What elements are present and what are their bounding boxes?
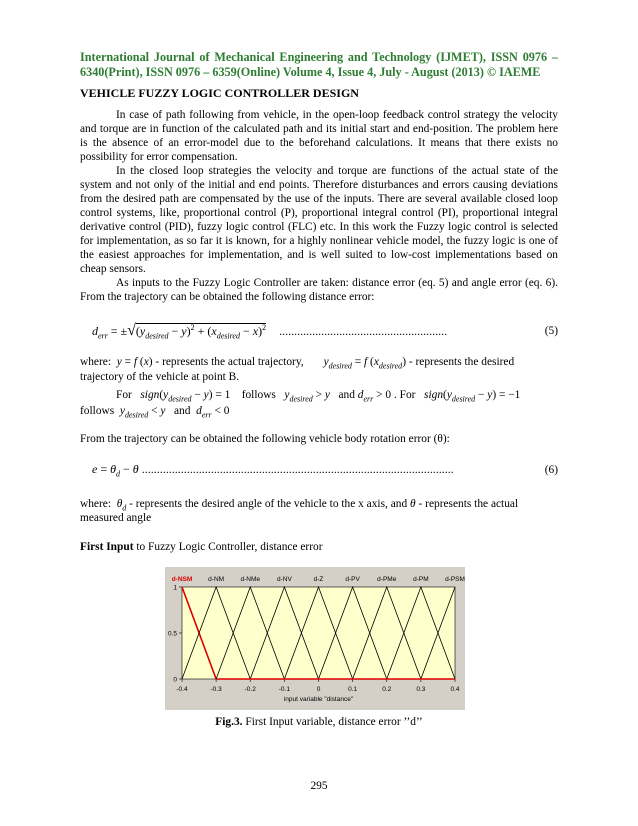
figure-caption-label: Fig.3. — [215, 716, 243, 728]
paragraph-open-loop: In case of path following from vehicle, in the open-loop feedback control strategy the velocity and torque are in function of the calculated path and its initial start and end-position. The problem here is the absence of an error-model due to the beforehand calculations. It means that there exists no possibility for error compensation. — [80, 109, 558, 163]
mf-label: d-NMe — [240, 576, 261, 583]
figure-caption — [0, 716, 638, 728]
first-input-bold: First Input — [80, 541, 134, 553]
equation-5-number: (5) — [544, 325, 558, 337]
journal-header: International Journal of Mechanical Engineering and Technology (IJMET), ISSN 0976 – 6340(Print), ISSN 0976 – 6359(Online) Volume 4, Issue 4, July - August (2013) © IAEME — [80, 50, 558, 79]
mf-label: d-Z — [313, 576, 324, 583]
x-axis-label: input variable "distance" — [283, 696, 354, 703]
where-line-2: where: $\theta_d$ - represents the desired angle of the vehicle to the x axis, and θ - represents the actual — [80, 498, 519, 513]
x-tick-label: 0.3 — [416, 686, 426, 693]
where-line-1: where: y = f (x) - represents the actual trajectory, $y_{desired} = f$ $(x_{desired})$ - represents the desired — [80, 356, 515, 371]
where-actual-trajectory: - represents the actual trajectory, — [155, 356, 304, 368]
section-title: VEHICLE FUZZY LOGIC CONTROLLER DESIGN — [80, 86, 359, 100]
x-tick-label: -0.1 — [278, 686, 290, 693]
mf-label: d-NV — [276, 576, 292, 583]
x-tick-label: 0.1 — [348, 686, 358, 693]
page-number: 295 — [310, 780, 328, 792]
x-tick-label: -0.2 — [244, 686, 256, 693]
sign-condition-line-2: follows $y_{desired} < y$ and $d_{err} < 0$ — [80, 405, 230, 420]
first-input-line — [80, 540, 558, 554]
y-tick-label: 0 — [173, 676, 177, 684]
where-line-1-cont: trajectory of the vehicle at point B. — [80, 371, 240, 383]
x-tick-label: -0.3 — [210, 686, 222, 693]
equation-6-number: (6) — [544, 464, 558, 476]
mf-label: d-PSM — [445, 576, 465, 583]
plot-area — [182, 587, 455, 679]
equation-6: $e = \theta_d - \theta$ ........................................................................................................ — [92, 462, 454, 479]
membership-function-chart — [165, 567, 465, 710]
equation-6-dots: ........................................................................................................ — [141, 462, 454, 476]
x-tick-label: 0.4 — [450, 686, 460, 693]
paragraph-closed-loop: In the closed loop strategies the velocity and torque are functions of the actual state of the system and not only of the initial and end points. Therefore disturbances and errors causing deviations from the desired path are compensated by the use of the inputs. There are several available closed loop control systems, like, proportional control (P), proportional integral control (PI), proportional integral derivative control (PID), fuzzy logic control (FLC) etc. In this work the Fuzzy logic control is selected for implementation, as so far it is known, for a highly nonlinear vehicle model, the fuzzy logic is one of the easiest approaches for implementation, and is well suited to low-cost implementations based on cheap sensors. — [80, 165, 558, 275]
mf-label: d-PMe — [377, 576, 397, 583]
equation-5: $d_{err} = \pm√(y_{desired} - y)^2 + (x_{desired} - x)^2$ ........................................................ — [92, 322, 448, 341]
figure-caption-text: First Input variable, distance error ’’d’’ — [242, 716, 423, 728]
y-tick-label: 0.5 — [167, 630, 177, 638]
where-actual-angle: - represents the actual — [418, 498, 519, 510]
equation-5-dots: ........................................................ — [279, 324, 448, 338]
x-tick-label: -0.4 — [176, 686, 188, 693]
mf-label: d-NM — [208, 576, 225, 583]
where-line-2-cont: measured angle — [80, 512, 152, 524]
y-tick-label: 1 — [173, 584, 177, 592]
sign-condition-line: For $sign(y_{desired} - y) = 1$ follows $y_{desired} > y$ and $d_{err} > 0$ . For $sign(y_{desired} - y) = -1$ — [116, 389, 521, 404]
where-desired-angle: - represents the desired angle of the vehicle to the x axis, and — [129, 498, 408, 510]
paragraph-inputs: As inputs to the Fuzzy Logic Controller are taken: distance error (eq. 5) and angle error (eq. 6). From the trajectory can be obtained the following distance error: — [80, 277, 558, 303]
mf-label: d-PM — [413, 576, 429, 583]
where-desired-trajectory: - represents the desired — [408, 356, 515, 368]
mf-label: d-PV — [345, 576, 360, 583]
x-tick-label: 0.2 — [382, 686, 392, 693]
first-input-rest: to Fuzzy Logic Controller, distance error — [133, 541, 323, 553]
mf-label: d-NSM — [171, 576, 193, 583]
paragraph-rotation-error: From the trajectory can be obtained the following vehicle body rotation error (θ): — [80, 433, 450, 445]
x-tick-label: 0 — [316, 686, 321, 693]
